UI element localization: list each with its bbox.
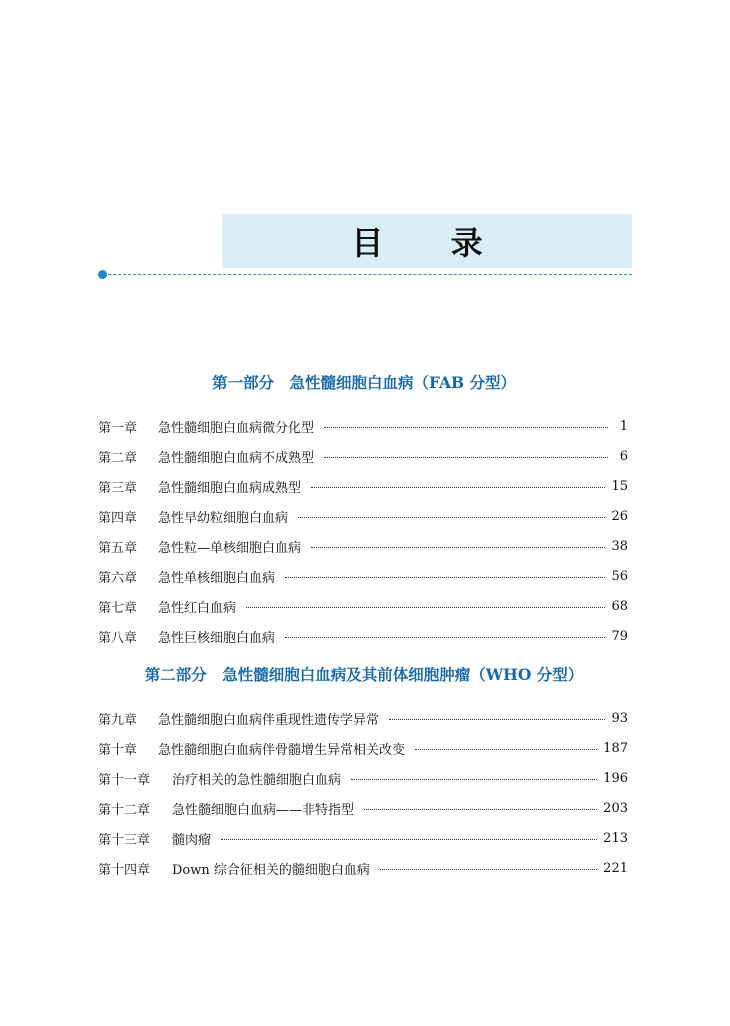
chapter-title: 急性单核细胞白血病 — [158, 570, 276, 586]
part-heading: 第二部分 急性髓细胞白血病及其前体细胞肿瘤（WHO 分型） — [144, 665, 584, 684]
dot-leader — [324, 427, 608, 428]
chapter-title: 急性髓细胞白血病不成熟型 — [158, 450, 315, 466]
chapter-number: 第十二章 — [98, 802, 151, 818]
page-title: 目 录 — [351, 224, 511, 262]
chapter-number: 第十三章 — [98, 832, 151, 848]
chapter-title: 急性髓细胞白血病微分化型 — [158, 420, 315, 436]
chapter-title: Down 综合征相关的髓细胞白血病 — [172, 862, 370, 878]
chapter-number: 第一章 — [98, 420, 138, 436]
chapter-number: 第四章 — [98, 510, 138, 526]
part-heading: 第一部分 急性髓细胞白血病（FAB 分型） — [211, 373, 517, 392]
chapter-number: 第三章 — [98, 480, 138, 496]
toc-entry[interactable] — [98, 621, 628, 651]
chapter-title: 治疗相关的急性髓细胞白血病 — [172, 772, 342, 788]
toc-entry[interactable] — [98, 501, 628, 531]
chapter-page: 26 — [611, 508, 628, 524]
chapter-page: 79 — [611, 628, 628, 644]
chapter-title: 急性巨核细胞白血病 — [158, 630, 276, 646]
chapter-number: 第二章 — [98, 450, 138, 466]
toc-entry[interactable] — [98, 441, 628, 471]
chapter-number: 第六章 — [98, 570, 138, 586]
chapter-number: 第十章 — [98, 742, 138, 758]
dot-leader — [246, 607, 605, 608]
chapter-title: 急性红白血病 — [158, 600, 237, 616]
dot-leader — [221, 839, 597, 840]
chapter-page: 196 — [603, 770, 628, 786]
toc-entry[interactable] — [98, 793, 628, 823]
dot-leader — [380, 869, 597, 870]
dot-leader — [298, 517, 605, 518]
chapter-title: 髓肉瘤 — [172, 832, 212, 848]
toc-entry[interactable] — [98, 561, 628, 591]
chapter-page: 68 — [611, 598, 628, 614]
dot-leader — [364, 809, 597, 810]
chapter-page: 38 — [611, 538, 628, 554]
title-divider — [98, 274, 632, 275]
chapter-number: 第五章 — [98, 540, 138, 556]
chapter-number: 第十一章 — [98, 772, 151, 788]
toc-entry[interactable] — [98, 703, 628, 733]
dot-leader — [311, 487, 605, 488]
chapter-number: 第十四章 — [98, 862, 151, 878]
dot-leader — [324, 457, 608, 458]
chapter-page: 213 — [603, 830, 628, 846]
chapter-page: 93 — [611, 710, 628, 726]
chapter-page: 1 — [619, 418, 628, 434]
toc-entry[interactable] — [98, 591, 628, 621]
chapter-page: 187 — [603, 740, 628, 756]
dot-leader — [285, 577, 605, 578]
toc-list-part-2 — [98, 703, 628, 883]
chapter-number: 第七章 — [98, 600, 138, 616]
toc-entry[interactable] — [98, 823, 628, 853]
chapter-page: 221 — [603, 860, 628, 876]
chapter-title: 急性粒—单核细胞白血病 — [158, 540, 302, 556]
toc-entry[interactable] — [98, 853, 628, 883]
chapter-page: 15 — [611, 478, 628, 494]
toc-entry[interactable] — [98, 471, 628, 501]
chapter-title: 急性髓细胞白血病伴骨髓增生异常相关改变 — [158, 742, 406, 758]
chapter-number: 第九章 — [98, 712, 138, 728]
title-band — [222, 214, 632, 268]
toc-entry[interactable] — [98, 411, 628, 441]
dot-leader — [351, 779, 597, 780]
dot-leader — [311, 547, 605, 548]
chapter-title: 急性早幼粒细胞白血病 — [158, 510, 289, 526]
dot-leader — [285, 637, 605, 638]
dot-leader — [389, 719, 605, 720]
toc-entry[interactable] — [98, 733, 628, 763]
chapter-page: 56 — [611, 568, 628, 584]
dot-leader — [415, 749, 597, 750]
chapter-page: 203 — [603, 800, 628, 816]
chapter-title: 急性髓细胞白血病成熟型 — [158, 480, 302, 496]
toc-entry[interactable] — [98, 531, 628, 561]
chapter-page: 6 — [619, 448, 628, 464]
chapter-title: 急性髓细胞白血病伴重现性遗传学异常 — [158, 712, 380, 728]
chapter-number: 第八章 — [98, 630, 138, 646]
toc-list-part-1 — [98, 411, 628, 651]
chapter-title: 急性髓细胞白血病——非特指型 — [172, 802, 355, 818]
toc-entry[interactable] — [98, 763, 628, 793]
